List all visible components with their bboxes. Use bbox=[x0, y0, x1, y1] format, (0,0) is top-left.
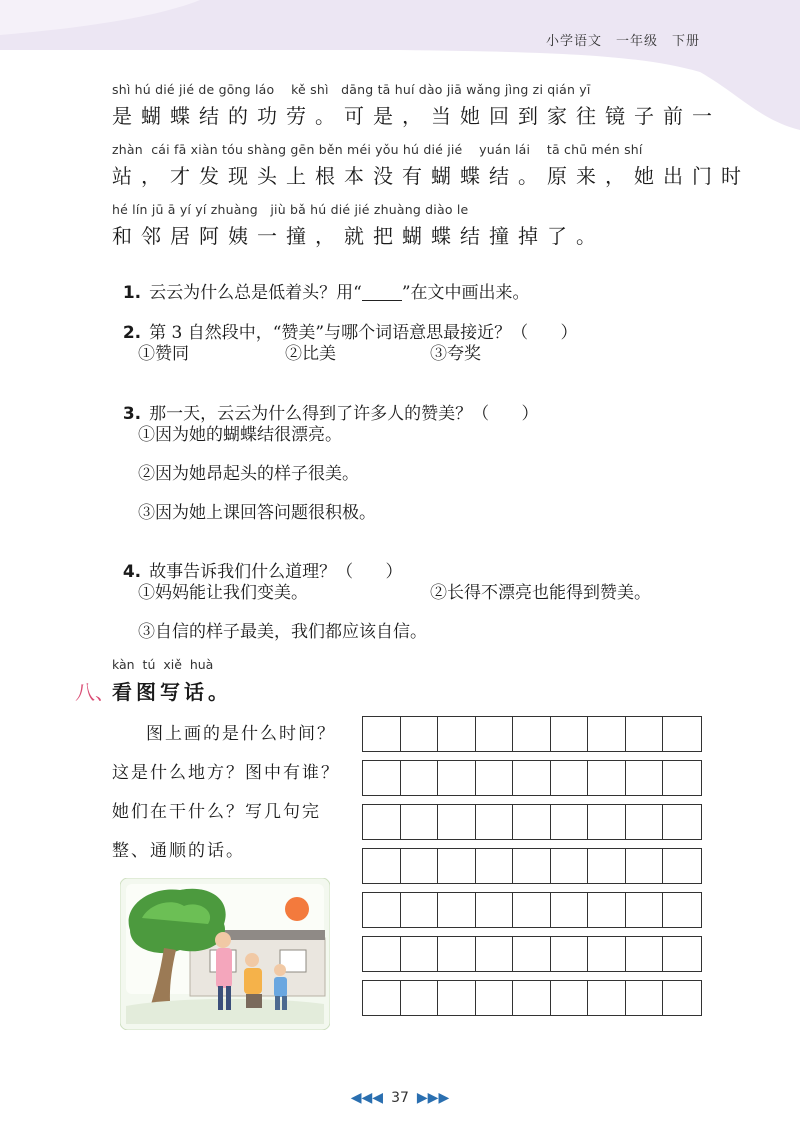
page-number: 37 bbox=[391, 1090, 409, 1106]
option: ②长得不漂亮也能得到赞美。 bbox=[430, 583, 651, 603]
option: ③夸奖 bbox=[430, 344, 481, 364]
option: ①赞同 bbox=[138, 344, 189, 364]
person-icon bbox=[274, 964, 286, 976]
option: ①妈妈能让我们变美。 bbox=[138, 583, 308, 603]
pinyin-line: zhàn cái fā xiàn tóu shàng gēn běn méi yǒu hú dié jié yuán lái tā chū mén shí bbox=[112, 142, 643, 157]
question-2: 2. 第 3 自然段中，“赞美”与哪个词语意思最接近？（ ） bbox=[122, 323, 578, 343]
illustration bbox=[120, 878, 330, 1030]
grade-label: 一年级 bbox=[615, 34, 658, 49]
passage-line: 是蝴蝶结的功劳。可是，当她回到家往镜子前一 bbox=[112, 104, 721, 128]
question-1: 1. 云云为什么总是低着头？用“ ”在文中画出来。 bbox=[122, 283, 530, 303]
volume-label: 下册 bbox=[671, 34, 700, 49]
question-4: 4. 故事告诉我们什么道理？（ ） bbox=[122, 562, 403, 582]
option: ②因为她昂起头的样子很美。 bbox=[138, 464, 359, 484]
next-page-icon[interactable]: ▶▶▶ bbox=[416, 1090, 450, 1106]
section-number: 八、 bbox=[75, 680, 115, 704]
grid-row[interactable] bbox=[362, 716, 702, 752]
grid-row[interactable] bbox=[362, 760, 702, 796]
section-pinyin: kàn tú xiě huà bbox=[112, 657, 214, 672]
grid-row[interactable] bbox=[362, 892, 702, 928]
person-icon bbox=[245, 953, 259, 967]
grid-row[interactable] bbox=[362, 804, 702, 840]
grid-row[interactable] bbox=[362, 848, 702, 884]
question-3: 3. 那一天，云云为什么得到了许多人的赞美？（ ） bbox=[122, 404, 539, 424]
passage-line: 和邻居阿姨一撞，就把蝴蝶结撞掉了。 bbox=[112, 224, 605, 248]
grid-row[interactable] bbox=[362, 936, 702, 972]
writing-instruction: 图上画的是什么时间？这是什么地方？图中有谁？她们在干什么？写几句完整、通顺的话。 bbox=[112, 724, 340, 861]
pinyin-line: hé lín jū ā yí yí zhuàng jiù bǎ hú dié jié zhuàng diào le bbox=[112, 202, 469, 217]
option: ③因为她上课回答问题很积极。 bbox=[138, 503, 376, 523]
writing-grid[interactable] bbox=[362, 716, 702, 1024]
option: ③自信的样子最美，我们都应该自信。 bbox=[138, 622, 427, 642]
pinyin-line: shì hú dié jié de gōng láo kě shì dāng tā huí dào jiā wǎng jìng zi qián yī bbox=[112, 82, 591, 97]
subject-label: 小学语文 bbox=[545, 34, 602, 49]
option: ①因为她的蝴蝶结很漂亮。 bbox=[138, 425, 342, 445]
option: ②比美 bbox=[285, 344, 336, 364]
sun-icon bbox=[285, 897, 309, 921]
person-icon bbox=[215, 932, 231, 948]
passage-line: 站，才发现头上根本没有蝴蝶结。原来，她出门时 bbox=[112, 164, 750, 188]
prev-page-icon[interactable]: ◀◀◀ bbox=[350, 1090, 384, 1106]
section-title: 看图写话。 bbox=[112, 680, 232, 704]
grid-row[interactable] bbox=[362, 980, 702, 1016]
book-title bbox=[532, 30, 700, 49]
passage bbox=[112, 82, 750, 250]
page-footer bbox=[320, 1090, 480, 1106]
